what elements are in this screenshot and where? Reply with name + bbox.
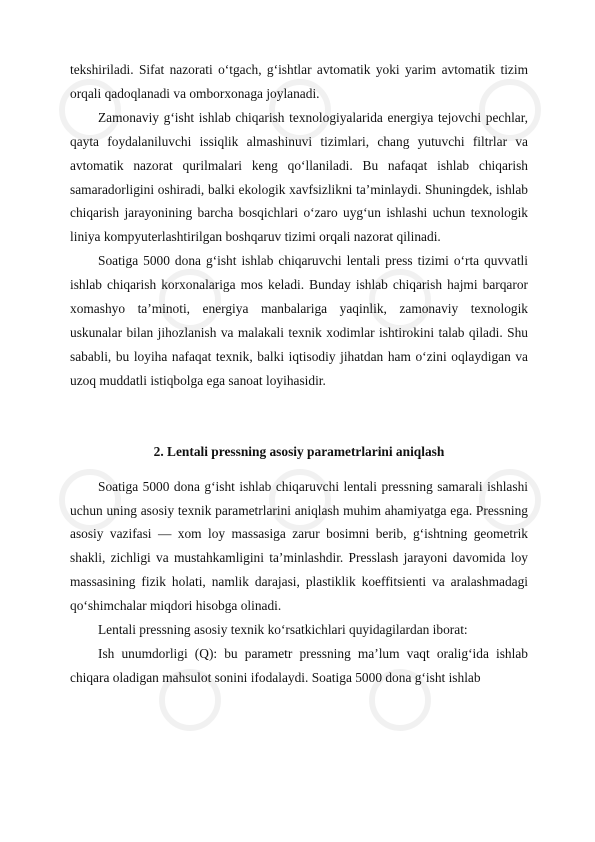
paragraph-productivity: Ish unumdorligi (Q): bu parametr pressning ma’lum vaqt oralig‘ida ishlab chiqara oladigan mahsulot sonini ifodalaydi. Soatiga 5000 dona g‘isht ishlab <box>70 645 528 685</box>
paragraph-modern-technologies: Zamonaviy g‘isht ishlab chiqarish texnologiyalarida energiya tejovchi pechlar, qayta foydalaniluvchi issiqlik almashinuvi tizimlari, chang yutuvchi filtrlar va avtomatik nazorat qurilmalari keng qo‘llaniladi. Bu nafaqat ishlab chiqarish samaradorligini oshiradi, balki ekologik xavfsizlikni ta’minlaydi. Shuningdek, ishlab chiqarish jarayonining barcha bosqichlari o‘zaro uyg‘un ishlashi uchun texnologik liniya kompyuterlashtirilgan boshqaruv tizimi orqali nazorat qilinadi. <box>70 109 528 245</box>
paragraph-technical-indicators-intro: Lentali pressning asosiy texnik ko‘rsatkichlari quyidagilardan iborat: <box>98 622 468 638</box>
paragraph-continued: tekshiriladi. Sifat nazorati o‘tgach, g‘ishtlar avtomatik yoki yarim avtomatik tizim orqali qadoqlanadi va omborxonaga joylanadi. <box>70 62 528 101</box>
paragraph-press-capacity: Soatiga 5000 dona g‘isht ishlab chiqaruvchi lentali press tizimi o‘rta quvvatli ishlab chiqarish korxonalariga mos keladi. Bunday ishlab chiqarish hajmi barqaror xomashyo ta’minoti, energiya manbalariga yaqinlik, zamonaviy texnologik uskunalar bilan jihozlanish va malakali texnik xodimlar ishtirokini talab qiladi. Shu sababli, bu loyiha nafaqat texnik, balki iqtisodiy jihatdan ham o‘zini oqlaydigan va uzoq muddatli istiqbolga ega sanoat loyihasidir. <box>70 253 528 388</box>
document-body <box>70 58 528 690</box>
paragraph-press-parameters: Soatiga 5000 dona g‘isht ishlab chiqaruvchi lentali pressning samarali ishlashi uchun uning asosiy texnik parametrlarini aniqlash muhim ahamiyatga ega. Pressning asosiy vazifasi — xom loy massasiga zarur bosimni berib, g‘ishtning geometrik shakli, zichligi va mustahkamligini ta’minlashdir. Presslash jarayoni davomida loy massasining fizik holati, namlik darajasi, plastiklik koeffitsienti va aralashmadagi qo‘shimchalar miqdori hisobga olinadi. <box>70 478 528 614</box>
section-heading: 2. Lentali pressning asosiy parametrlarini aniqlash <box>153 443 445 459</box>
